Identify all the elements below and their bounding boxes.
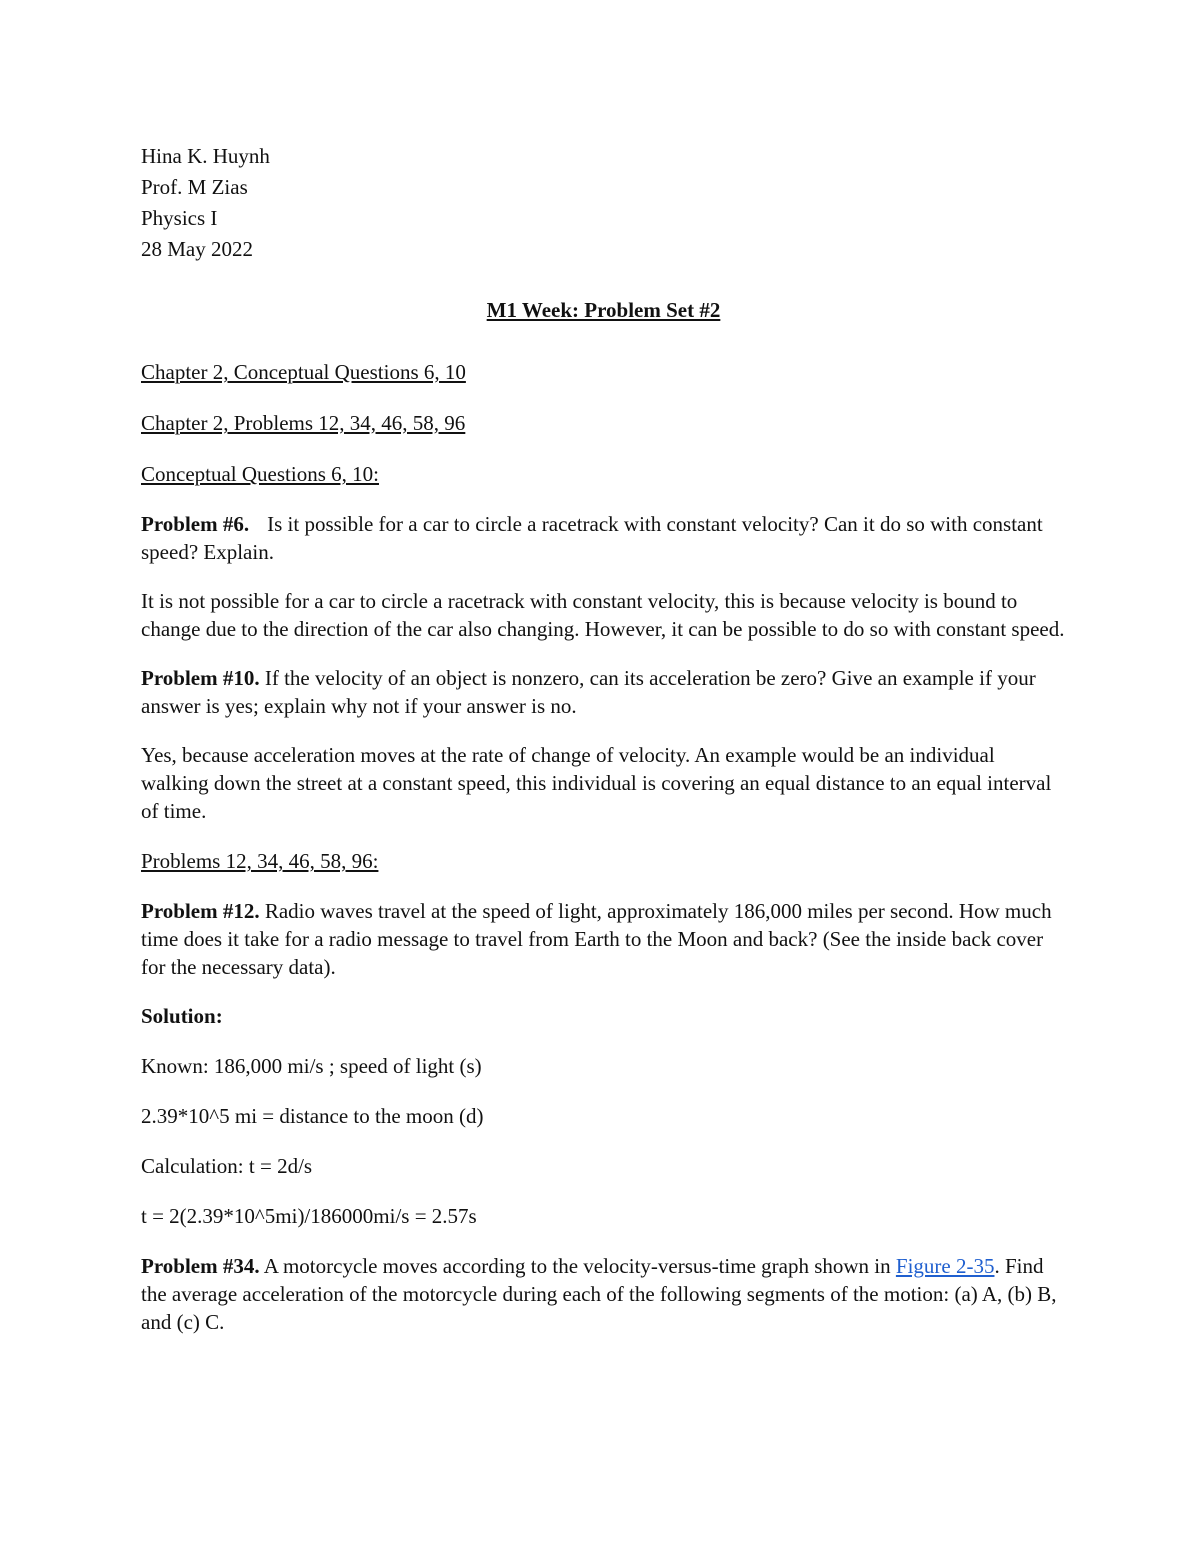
student-name: Hina K. Huynh — [141, 144, 270, 168]
conceptual-heading: Conceptual Questions 6, 10: — [141, 462, 379, 486]
problem-12-text: Radio waves travel at the speed of light, approximately 186,000 miles per second. How much time does it take for a radio message to travel from Earth to the Moon and back? (See the inside back cover for the necessary data). — [141, 899, 1052, 979]
problem-34-text-end: . Find the average acceleration of the motorcycle during each of the following segments of the motion: (a) A, (b) B, and (c) C. — [141, 1254, 1057, 1334]
professor-name: Prof. M Zias — [141, 175, 248, 199]
solution-label: Solution: — [141, 1004, 223, 1028]
problem-34-text-start: A motorcycle moves according to the velocity-versus-time graph shown in — [263, 1254, 891, 1278]
assignment-problems: Chapter 2, Problems 12, 34, 46, 58, 96 — [141, 411, 466, 435]
figure-2-35-link[interactable]: Figure 2-35 — [895, 1254, 995, 1278]
page-title: M1 Week: Problem Set #2 — [486, 298, 721, 322]
problem-6-text: Is it possible for a car to circle a racetrack with constant velocity? Can it do so with constant speed? Explain. — [141, 512, 1043, 564]
problem-12-question — [141, 897, 1066, 981]
problems-heading: Problems 12, 34, 46, 58, 96: — [141, 849, 379, 873]
problem-10-text: If the velocity of an object is nonzero, can its acceleration be zero? Give an example if your answer is yes; explain why not if your answer is no. — [141, 666, 1036, 718]
document-body — [141, 141, 1066, 1336]
problem-34-question — [141, 1252, 1066, 1336]
calculation-formula: Calculation: t = 2d/s — [141, 1154, 313, 1178]
problem-6-label: Problem #6. — [141, 512, 250, 536]
problem-12-label: Problem #12. — [141, 899, 260, 923]
problem-6-question — [141, 510, 1066, 566]
distance-value: 2.39*10^5 mi = distance to the moon (d) — [141, 1104, 484, 1128]
problem-10-question — [141, 664, 1066, 720]
assignment-conceptual: Chapter 2, Conceptual Questions 6, 10 — [141, 360, 466, 384]
calculation-result: t = 2(2.39*10^5mi)/186000mi/s = 2.57s — [141, 1204, 477, 1228]
problem-10-label: Problem #10. — [141, 666, 260, 690]
course-name: Physics I — [141, 206, 218, 230]
problem-10-answer: Yes, because acceleration moves at the rate of change of velocity. An example would be an individual walking down the street at a constant speed, this individual is covering an equal distance to an equal interval of time. — [141, 743, 1052, 823]
document-date: 28 May 2022 — [141, 237, 253, 261]
problem-6-answer: It is not possible for a car to circle a racetrack with constant velocity, this is because velocity is bound to change due to the direction of the car also changing. However, it can be possible to do so with constant speed. — [141, 589, 1065, 641]
problem-34-label: Problem #34. — [141, 1254, 260, 1278]
known-values: Known: 186,000 mi/s ; speed of light (s) — [141, 1054, 482, 1078]
